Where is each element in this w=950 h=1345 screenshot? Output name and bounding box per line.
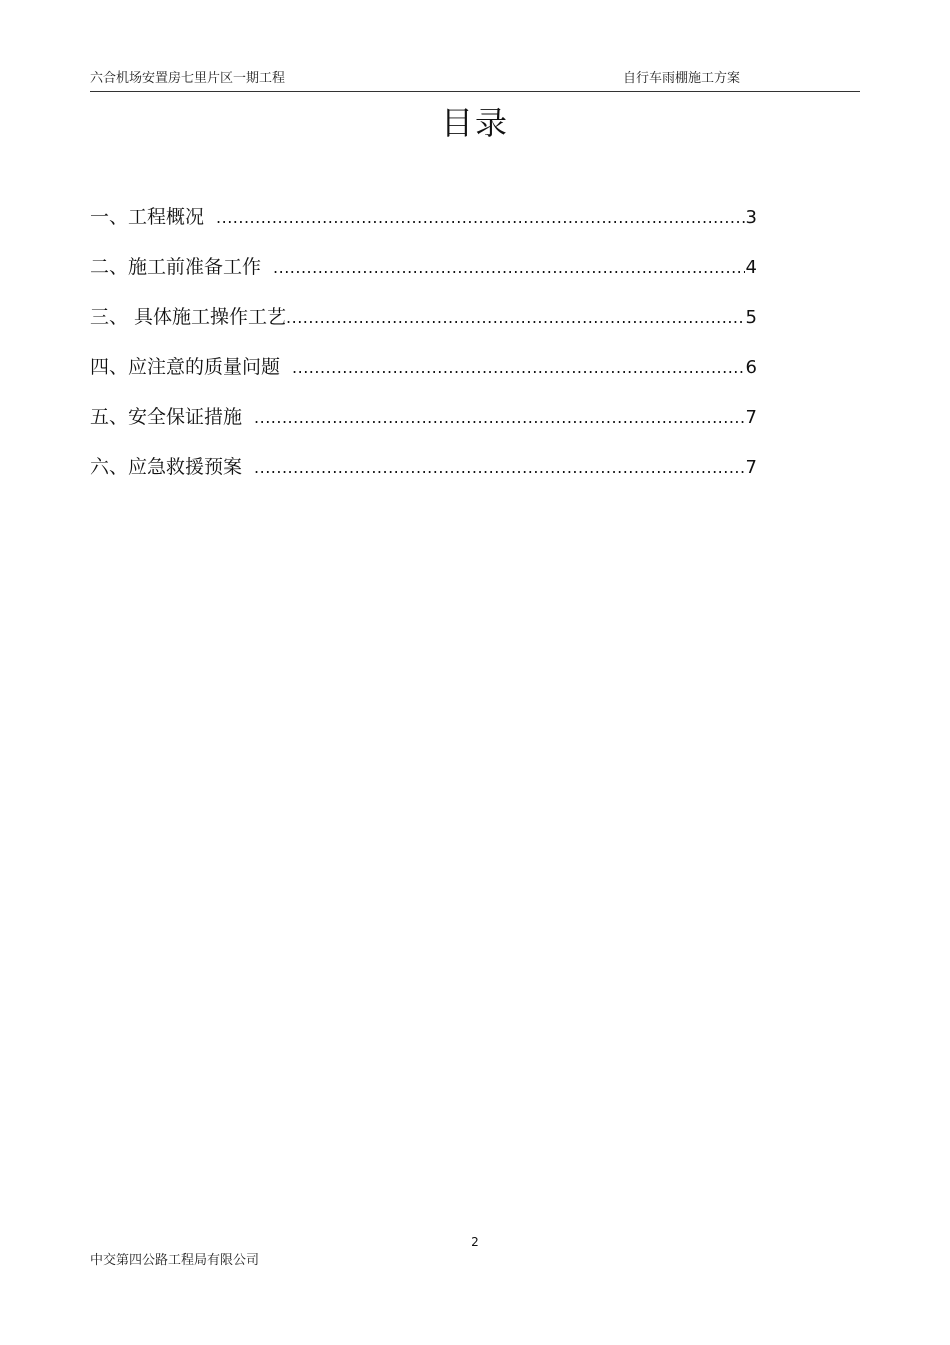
toc-entry-label: 四、应注意的质量问题 (90, 356, 281, 378)
toc-entry-label: 六、应急救援预案 (90, 456, 243, 478)
toc-leader-dots (254, 401, 745, 435)
toc-entry-4[interactable] (90, 350, 757, 400)
toc-entry-page: 7 (745, 407, 757, 428)
toc-entry-label: 三、 具体施工操作工艺 (90, 306, 287, 328)
toc-entry-3[interactable] (90, 300, 757, 350)
toc-leader-dots (216, 201, 745, 235)
header-document-name: 自行车雨棚施工方案 (623, 71, 741, 86)
toc-leader-dots (286, 301, 745, 335)
footer-company-name: 中交第四公路工程局有限公司 (90, 1253, 260, 1268)
toc-entry-label: 一、工程概况 (90, 206, 205, 228)
page-number: 2 (471, 1235, 479, 1249)
toc-entry-label: 二、施工前准备工作 (90, 256, 262, 278)
toc-entry-1[interactable] (90, 200, 757, 250)
toc-entry-page: 5 (745, 307, 757, 328)
toc-entry-page: 4 (745, 257, 757, 278)
toc-entry-page: 7 (745, 457, 757, 478)
toc-entry-page: 6 (745, 357, 757, 378)
toc-entry-page: 3 (745, 207, 757, 228)
toc-entry-2[interactable] (90, 250, 757, 300)
toc-leader-dots (273, 251, 745, 285)
toc-entry-label: 五、安全保证措施 (90, 406, 243, 428)
table-of-contents (90, 200, 757, 500)
toc-leader-dots (292, 351, 745, 385)
toc-leader-dots (254, 451, 745, 485)
header-divider (90, 91, 860, 92)
header-project-name: 六合机场安置房七里片区一期工程 (90, 71, 286, 86)
toc-title: 目录 (440, 104, 509, 142)
toc-entry-6[interactable] (90, 450, 757, 500)
toc-entry-5[interactable] (90, 400, 757, 450)
